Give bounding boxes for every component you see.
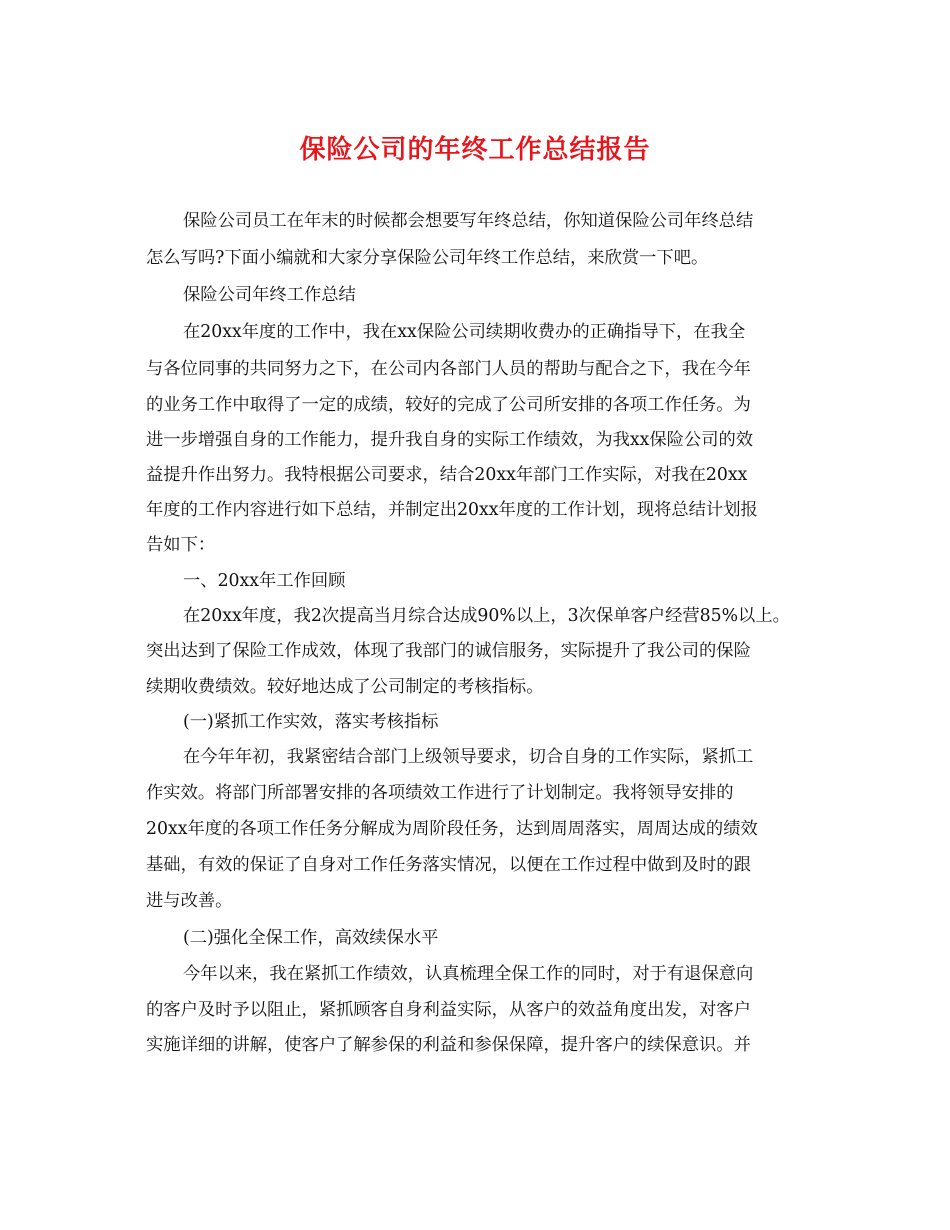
paragraph-line: 在20xx年度，我2次提高当月综合达成90%以上，3次保单客户经营85%以上。 xyxy=(183,606,790,626)
section-heading: (一)紧抓工作实效，落实考核指标 xyxy=(183,712,439,732)
paragraph-line: 20xx年度的各项工作任务分解成为周阶段任务，达到周周落实，周周达成的绩效 xyxy=(146,819,758,839)
paragraph-line: 基础，有效的保证了自身对工作任务落实情况，以便在工作过程中做到及时的跟 xyxy=(146,855,751,875)
document-title: 保险公司的年终工作总结报告 xyxy=(299,135,651,165)
section-heading: 一、20xx年工作回顾 xyxy=(183,571,346,591)
paragraph-line: 保险公司员工在年末的时候都会想要写年终总结，你知道保险公司年终总结 xyxy=(183,211,754,231)
paragraph-line: 在今年年初，我紧密结合部门上级领导要求，切合自身的工作实际，紧抓工 xyxy=(183,747,754,767)
section-heading: (二)强化全保工作，高效续保水平 xyxy=(183,928,439,948)
section-heading: 保险公司年终工作总结 xyxy=(183,285,356,305)
paragraph-line: 与各位同事的共同努力之下，在公司内各部门人员的帮助与配合之下，我在今年 xyxy=(146,359,751,379)
paragraph-line: 进一步增强自身的工作能力，提升我自身的实际工作绩效，为我xx保险公司的效 xyxy=(146,430,754,450)
paragraph-line: 今年以来，我在紧抓工作绩效，认真梳理全保工作的同时，对于有退保意向 xyxy=(183,964,754,984)
paragraph-line: 突出达到了保险工作成效，体现了我部门的诚信服务，实际提升了我公司的保险 xyxy=(146,641,751,661)
paragraph-line: 作实效。将部门所部署安排的各项绩效工作进行了计划制定。我将领导安排的 xyxy=(146,783,734,803)
paragraph-line: 续期收费绩效。较好地达成了公司制定的考核指标。 xyxy=(146,677,544,697)
paragraph-line: 实施详细的讲解，使客户了解参保的利益和参保保障，提升客户的续保意识。并 xyxy=(146,1035,751,1055)
paragraph-line: 进与改善。 xyxy=(146,891,233,911)
paragraph-line: 益提升作出努力。我特根据公司要求，结合20xx年部门工作实际，对我在20xx xyxy=(146,465,748,485)
paragraph-line: 在20xx年度的工作中，我在xx保险公司续期收费办的正确指导下，在我全 xyxy=(183,322,746,342)
paragraph-line: 年度的工作内容进行如下总结，并制定出20xx年度的工作计划，现将总结计划报 xyxy=(146,500,758,520)
paragraph-line: 的业务工作中取得了一定的成绩，较好的完成了公司所安排的各项工作任务。为 xyxy=(146,395,751,415)
paragraph-line: 怎么写吗?下面小编就和大家分享保险公司年终工作总结，来欣赏一下吧。 xyxy=(146,248,709,268)
paragraph-line: 的客户及时予以阻止，紧抓顾客自身利益实际，从客户的效益角度出发，对客户 xyxy=(146,1000,751,1020)
paragraph-line: 告如下： xyxy=(146,535,216,555)
